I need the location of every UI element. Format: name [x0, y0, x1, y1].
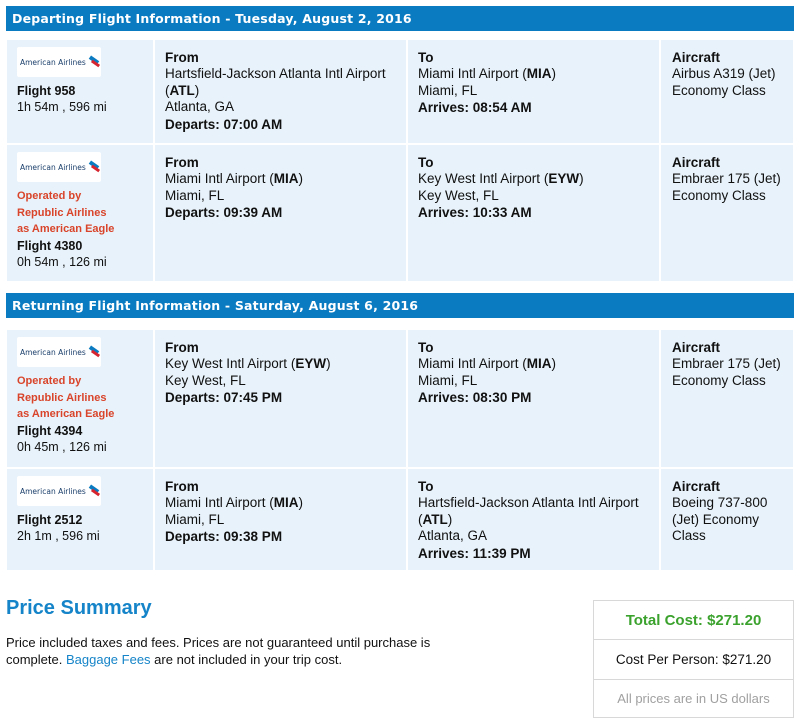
baggage-fees-link[interactable]: Baggage Fees: [65, 652, 151, 667]
american-airlines-logo: American Airlines: [17, 152, 101, 182]
flight-row-ret-1: [6, 329, 794, 468]
total-cost: Total Cost: $271.20: [594, 601, 793, 640]
departs-time: Departs: 09:39 AM: [165, 205, 283, 220]
american-airlines-logo: American Airlines: [17, 337, 101, 367]
flight-number: Flight 4394: [17, 423, 83, 438]
flight-number: Flight 958: [17, 84, 76, 98]
price-summary-title: Price Summary: [6, 597, 152, 619]
aircraft-cell: [661, 330, 795, 467]
aircraft-label: Aircraft: [672, 155, 721, 170]
aircraft-type: Boeing 737-800 (Jet) Economy Class: [672, 495, 768, 543]
eagle-icon: [89, 346, 101, 358]
flight-duration: 0h 54m , 126 mi: [17, 254, 107, 269]
operated-by-line: as American Eagle: [17, 223, 115, 235]
to-airport: Key West Intl Airport (EYW): [418, 171, 584, 186]
from-city: Atlanta, GA: [165, 99, 235, 114]
airline-cell: [7, 330, 155, 467]
returning-header: Returning Flight Information - Saturday, August 6, 2016: [6, 293, 794, 318]
american-airlines-logo: American Airlines: [17, 47, 101, 77]
from-cell: [155, 40, 408, 143]
flight-duration: 1h 54m , 596 mi: [17, 100, 107, 114]
from-cell: [155, 145, 408, 281]
aircraft-type: Embraer 175 (Jet) Economy Class: [672, 171, 781, 203]
aircraft-label: Aircraft: [672, 479, 721, 494]
airline-cell: [7, 145, 155, 281]
to-city: Key West, FL: [418, 187, 499, 203]
price-note: Price included taxes and fees. Prices are not guaranteed until purchase is complete. Baggage Fees are not included in your trip cost.: [6, 635, 431, 667]
aircraft-type: Airbus A319 (Jet) Economy Class: [672, 66, 776, 98]
cost-box: [593, 600, 794, 718]
departs-time: Departs: 07:45 PM: [165, 390, 283, 405]
to-label: To: [418, 340, 434, 355]
aircraft-type: Embraer 175 (Jet) Economy Class: [672, 356, 781, 388]
to-airport: Miami Intl Airport (MIA): [418, 66, 557, 81]
from-cell: [155, 330, 408, 467]
from-airport: Miami Intl Airport (MIA): [165, 171, 304, 186]
airline-cell: [7, 40, 155, 143]
to-cell: [408, 40, 661, 143]
flight-duration: 2h 1m , 596 mi: [17, 529, 100, 543]
from-label: From: [165, 340, 199, 355]
aircraft-cell: [661, 40, 795, 143]
arrives-time: Arrives: 11:39 PM: [418, 545, 531, 561]
airline-cell: [7, 469, 155, 570]
from-city: Miami, FL: [165, 187, 225, 203]
arrives-time: Arrives: 08:54 AM: [418, 100, 532, 115]
cost-per-person: Cost Per Person: $271.20: [594, 640, 793, 680]
from-airport: Hartsfield-Jackson Atlanta Intl Airport (ATL): [165, 66, 386, 98]
currency-note: All prices are in US dollars: [617, 691, 770, 706]
departs-time: Departs: 09:38 PM: [165, 529, 283, 544]
operated-by-line: Operated by: [17, 375, 82, 387]
arrives-time: Arrives: 08:30 PM: [418, 390, 532, 405]
aircraft-cell: [661, 145, 795, 281]
aircraft-label: Aircraft: [672, 50, 721, 65]
to-cell: [408, 469, 661, 570]
american-airlines-logo: American Airlines: [17, 476, 101, 506]
aircraft-cell: [661, 469, 795, 570]
departs-time: Departs: 07:00 AM: [165, 116, 283, 132]
to-label: To: [418, 479, 434, 494]
from-label: From: [165, 155, 199, 170]
to-city: Miami, FL: [418, 372, 478, 388]
flight-row-dep-2: [6, 144, 794, 282]
eagle-icon: [89, 56, 101, 68]
to-cell: [408, 330, 661, 467]
departing-header: Departing Flight Information - Tuesday, August 2, 2016: [6, 6, 794, 31]
flight-number: Flight 2512: [17, 513, 83, 527]
from-city: Key West, FL: [165, 372, 246, 388]
to-cell: [408, 145, 661, 281]
from-label: From: [165, 50, 199, 65]
to-label: To: [418, 155, 434, 170]
aircraft-label: Aircraft: [672, 340, 721, 355]
to-label: To: [418, 50, 434, 65]
from-cell: [155, 469, 408, 570]
operated-by-line: Republic Airlines: [17, 391, 107, 404]
to-city: Atlanta, GA: [418, 528, 488, 543]
to-airport: Miami Intl Airport (MIA): [418, 356, 557, 371]
operated-by-line: Operated by: [17, 190, 82, 202]
from-city: Miami, FL: [165, 511, 225, 527]
eagle-icon: [89, 485, 101, 497]
to-city: Miami, FL: [418, 82, 478, 98]
flight-number: Flight 4380: [17, 238, 83, 253]
to-airport: Hartsfield-Jackson Atlanta Intl Airport (ATL): [418, 495, 639, 527]
from-airport: Miami Intl Airport (MIA): [165, 495, 304, 510]
operated-by-line: Republic Airlines: [17, 206, 107, 219]
flight-row-dep-1: [6, 39, 794, 144]
from-label: From: [165, 479, 199, 494]
operated-by-line: as American Eagle: [17, 408, 115, 420]
flight-duration: 0h 45m , 126 mi: [17, 439, 107, 454]
from-airport: Key West Intl Airport (EYW): [165, 356, 331, 371]
flight-row-ret-2: [6, 468, 794, 571]
eagle-icon: [89, 161, 101, 173]
arrives-time: Arrives: 10:33 AM: [418, 205, 532, 220]
